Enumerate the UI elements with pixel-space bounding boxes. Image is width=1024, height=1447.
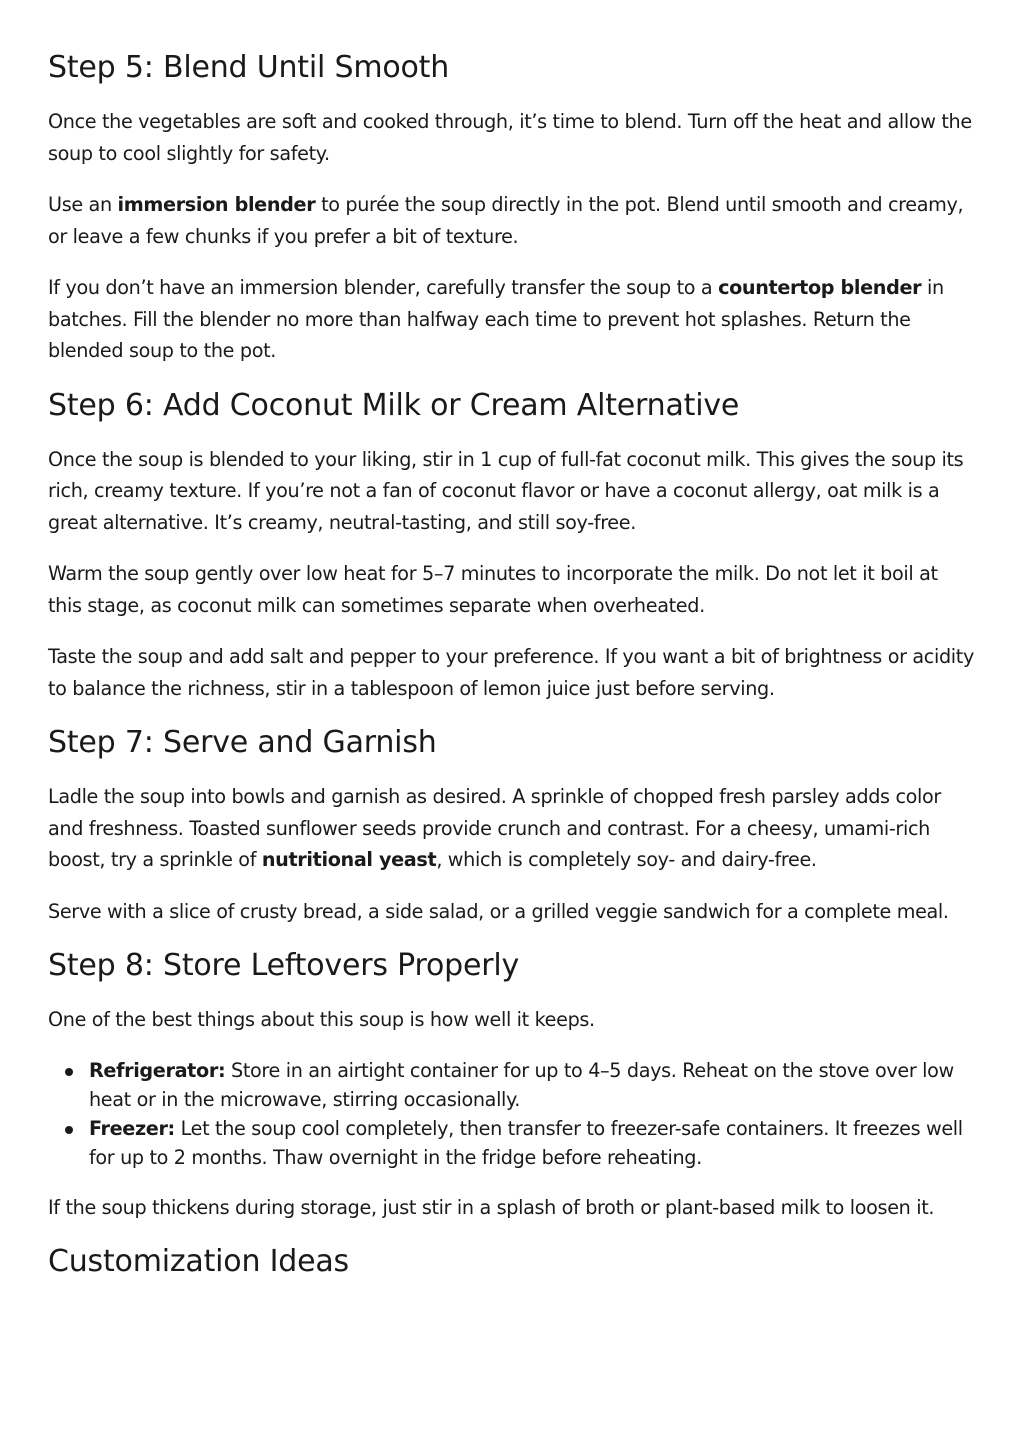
step7-p1-pre: Ladle the soup into bowls and garnish as desired. A sprinkle of chopped fresh parsley adds color and freshness. Toasted sunflower seeds provide crunch and contrast. For a cheesy, umami-rich boost, try a sprinkle of [48,785,941,871]
step5-p2-post: to purée the soup directly in the pot. Blend until smooth and creamy, or leave a few chunks if you prefer a bit of texture. [48,193,964,248]
step5-paragraph-1: Once the vegetables are soft and cooked through, it’s time to blend. Turn off the heat and allow the soup to cool slightly for safety. [48,110,972,165]
list-item-freezer [89,1114,976,1172]
step5-p2-pre: Use an [48,193,118,216]
list-item-refrigerator [89,1056,976,1114]
step8-intro: One of the best things about this soup is how well it keeps. [48,1008,595,1031]
step5-p2-bold: immersion blender [117,193,316,216]
list-item-text: Store in an airtight container for up to 4–5 days. Reheat on the stove over low heat or in the microwave, stirring occasionally. [89,1058,954,1111]
step5-paragraph-2 [48,189,976,252]
step5-p3-post: in batches. Fill the blender no more than halfway each time to prevent hot splashes. Return the blended soup to the pot. [48,276,944,362]
step5-p3-pre: If you don’t have an immersion blender, carefully transfer the soup to a [48,276,719,299]
step5-heading: Step 5: Blend Until Smooth [48,50,450,85]
step6-paragraph-3: Taste the soup and add salt and pepper to your preference. If you want a bit of brightness or acidity to balance the richness, stir in a tablespoon of lemon juice just before serving. [48,645,974,700]
bullet-icon [65,1068,73,1076]
step7-paragraph-2: Serve with a slice of crusty bread, a side salad, or a grilled veggie sandwich for a complete meal. [48,899,949,923]
step7-heading: Step 7: Serve and Garnish [48,725,437,760]
step6-paragraph-2: Warm the soup gently over low heat for 5–7 minutes to incorporate the milk. Do not let it boil at this stage, as coconut milk can sometimes separate when overheated. [48,562,938,617]
step5-body [48,106,976,367]
step7-body [48,781,976,927]
step6-paragraph-1: Once the soup is blended to your liking, stir in 1 cup of full-fat coconut milk. This gives the soup its rich, creamy texture. If you’re not a fan of coconut flavor or have a coconut allergy, oat milk is a great alternative. It’s creamy, neutral-tasting, and still soy-free. [48,447,964,534]
step8-heading: Step 8: Store Leftovers Properly [48,948,520,983]
step5-paragraph-3 [48,272,976,367]
storage-list [48,1056,976,1172]
list-item-label: Refrigerator: [89,1058,226,1082]
step6-body [48,444,976,705]
list-item-text: Let the soup cool completely, then transfer to freezer-safe containers. It freezes well for up to 2 months. Thaw overnight in the fridge before reheating. [89,1116,963,1169]
customization-heading: Customization Ideas [48,1244,349,1279]
step8-body [48,1004,976,1223]
step5-p3-bold: countertop blender [718,276,922,299]
bullet-icon [65,1126,73,1134]
list-item-label: Freezer: [89,1116,175,1140]
step7-paragraph-1 [48,781,976,876]
step7-p1-bold: nutritional yeast [261,848,437,871]
step7-p1-post: , which is completely soy- and dairy-free. [436,848,817,871]
step8-outro: If the soup thickens during storage, just stir in a splash of broth or plant-based milk to loosen it. [48,1195,935,1219]
step6-heading: Step 6: Add Coconut Milk or Cream Alternative [48,387,740,423]
